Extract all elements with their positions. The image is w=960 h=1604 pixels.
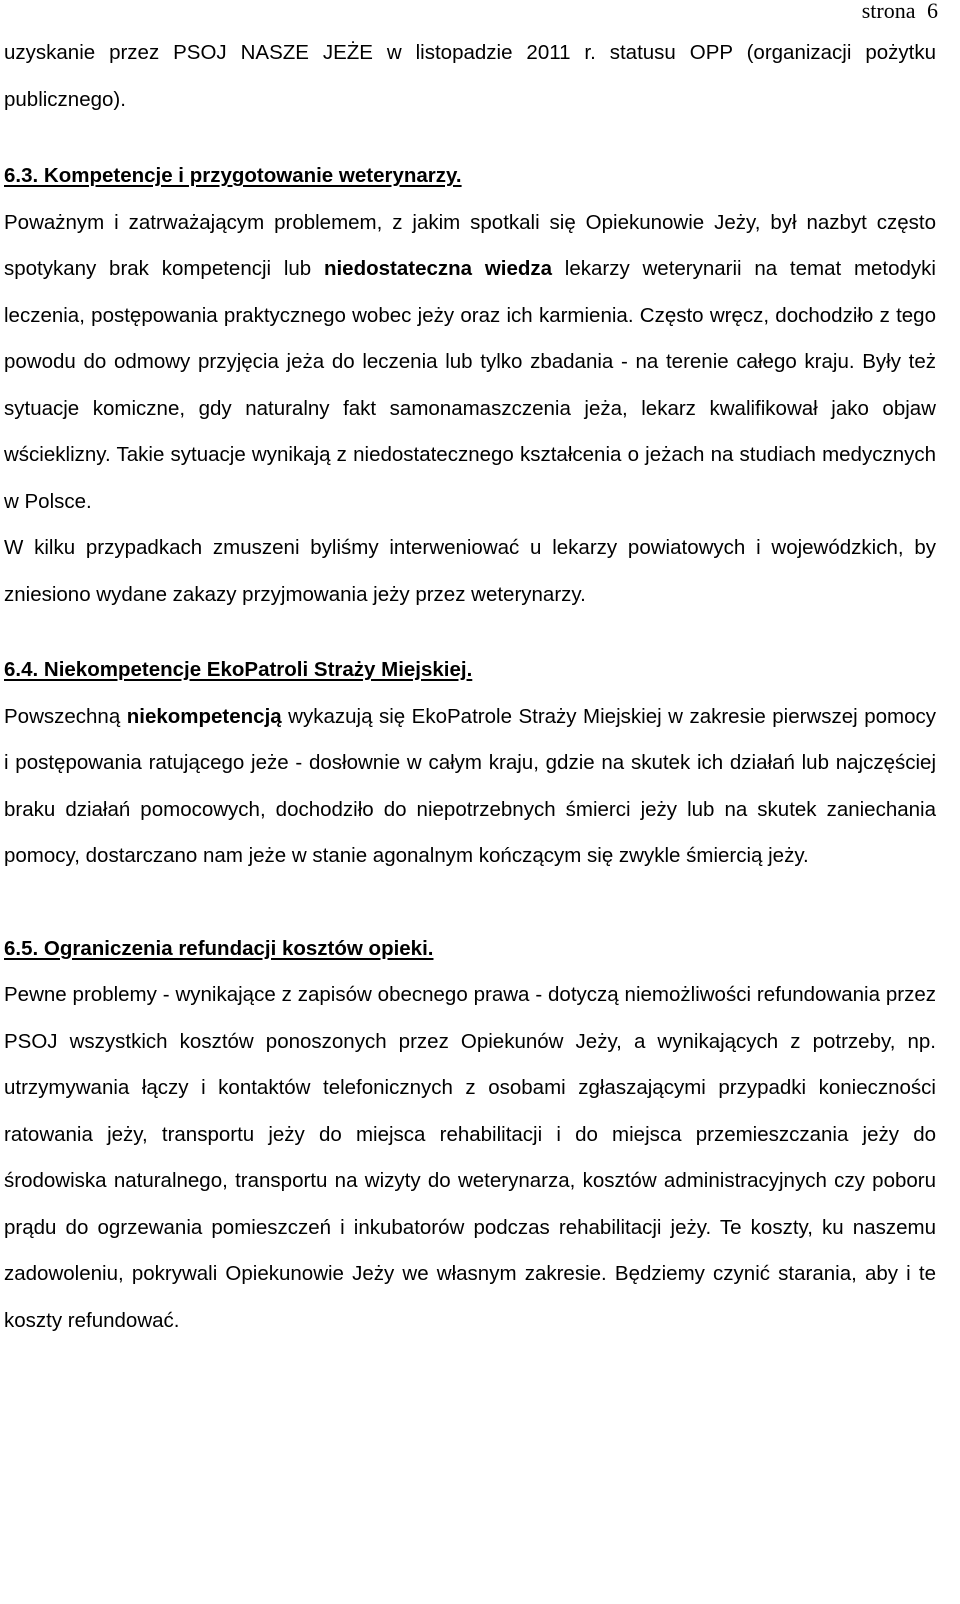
section-6-3-paragraph-1 xyxy=(4,200,936,526)
page-number-label: strona xyxy=(861,0,916,23)
page-number-value: 6 xyxy=(927,0,938,23)
emphasis-text: niekompetencją xyxy=(126,704,282,728)
intro-paragraph: uzyskanie przez PSOJ NASZE JEŻE w listopadzie 2011 r. statusu OPP (organizacji pożytku publicznego). xyxy=(4,41,936,111)
document-body xyxy=(4,30,936,1344)
page-number xyxy=(862,0,938,26)
heading-6-4: 6.4. Niekompetencje EkoPatroli Straży Miejskiej. xyxy=(4,658,473,681)
emphasis-text: niedostateczna wiedza xyxy=(323,257,553,280)
heading-6-5: 6.5. Ograniczenia refundacji kosztów opieki. xyxy=(4,936,434,960)
section-6-3-paragraph-2: W kilku przypadkach zmuszeni byliśmy interweniować u lekarzy powiatowych i wojewódzkich, by zniesiono wydane zakazy przyjmowania jeży przez weterynarzy. xyxy=(4,536,936,606)
spacer xyxy=(4,123,936,153)
section-6-4-paragraph-1 xyxy=(4,694,936,880)
text-run: wykazują się EkoPatrole Straży Miejskiej w zakresie pierwszej pomocy i postępowania ratującego jeże - dosłownie w całym kraju, gdzie na skutek ich działań lub najczęściej braku działań pomocowych, dochodziło do niepotrzebnych śmierci jeży lub na skutek zaniechania pomocy, dostarczano nam jeże w stanie agonalnym kończącym się zwykle śmiercią jeży. xyxy=(4,704,936,867)
spacer xyxy=(4,618,936,647)
section-6-5-paragraph-1: Pewne problemy - wynikające z zapisów obecnego prawa - dotyczą niemożliwości refundowania przez PSOJ wszystkich kosztów ponoszonych przez Opiekunów Jeży, a wynikających z potrzeby, np. utrzymywania łączy i kontaktów telefonicznych z osobami zgłaszającymi przypadki konieczności ratowania jeży, transportu jeży do miejsca rehabilitacji i do miejsca przemieszczania jeży do środowiska naturalnego, transportu na wizyty do weterynarza, kosztów administracyjnych czy poboru prądu do ogrzewania pomieszczeń i inkubatorów podczas rehabilitacji jeży. Te koszty, ku naszemu zadowoleniu, pokrywali Opiekunowie Jeży we własnym zakresie. Będziemy czynić starania, aby i te koszty refundować. xyxy=(4,983,936,1332)
text-run: Powszechną xyxy=(4,704,127,728)
spacer xyxy=(4,880,936,926)
text-run: lekarzy weterynarii na temat metodyki leczenia, postępowania praktycznego wobec jeży oraz ich karmienia. Często wręcz, dochodziło z tego powodu do odmowy przyjęcia jeża do leczenia lub tylko zbadania - na terenie całego kraju. Były też sytuacje komiczne, gdy naturalny fakt samonamaszczenia jeża, lekarz kwalifikował jako objaw wścieklizny. Takie sytuacje wynikają z niedostatecznego kształcenia o jeżach na studiach medycznych w Polsce. xyxy=(4,257,936,513)
heading-6-3: 6.3. Kompetencje i przygotowanie weterynarzy. xyxy=(4,164,462,187)
text-run: Poważnym i zatrważającym problemem, z jakim spotkali się Opiekunowie Jeży, był nazbyt często spotykany brak kompetencji lub xyxy=(4,210,936,280)
